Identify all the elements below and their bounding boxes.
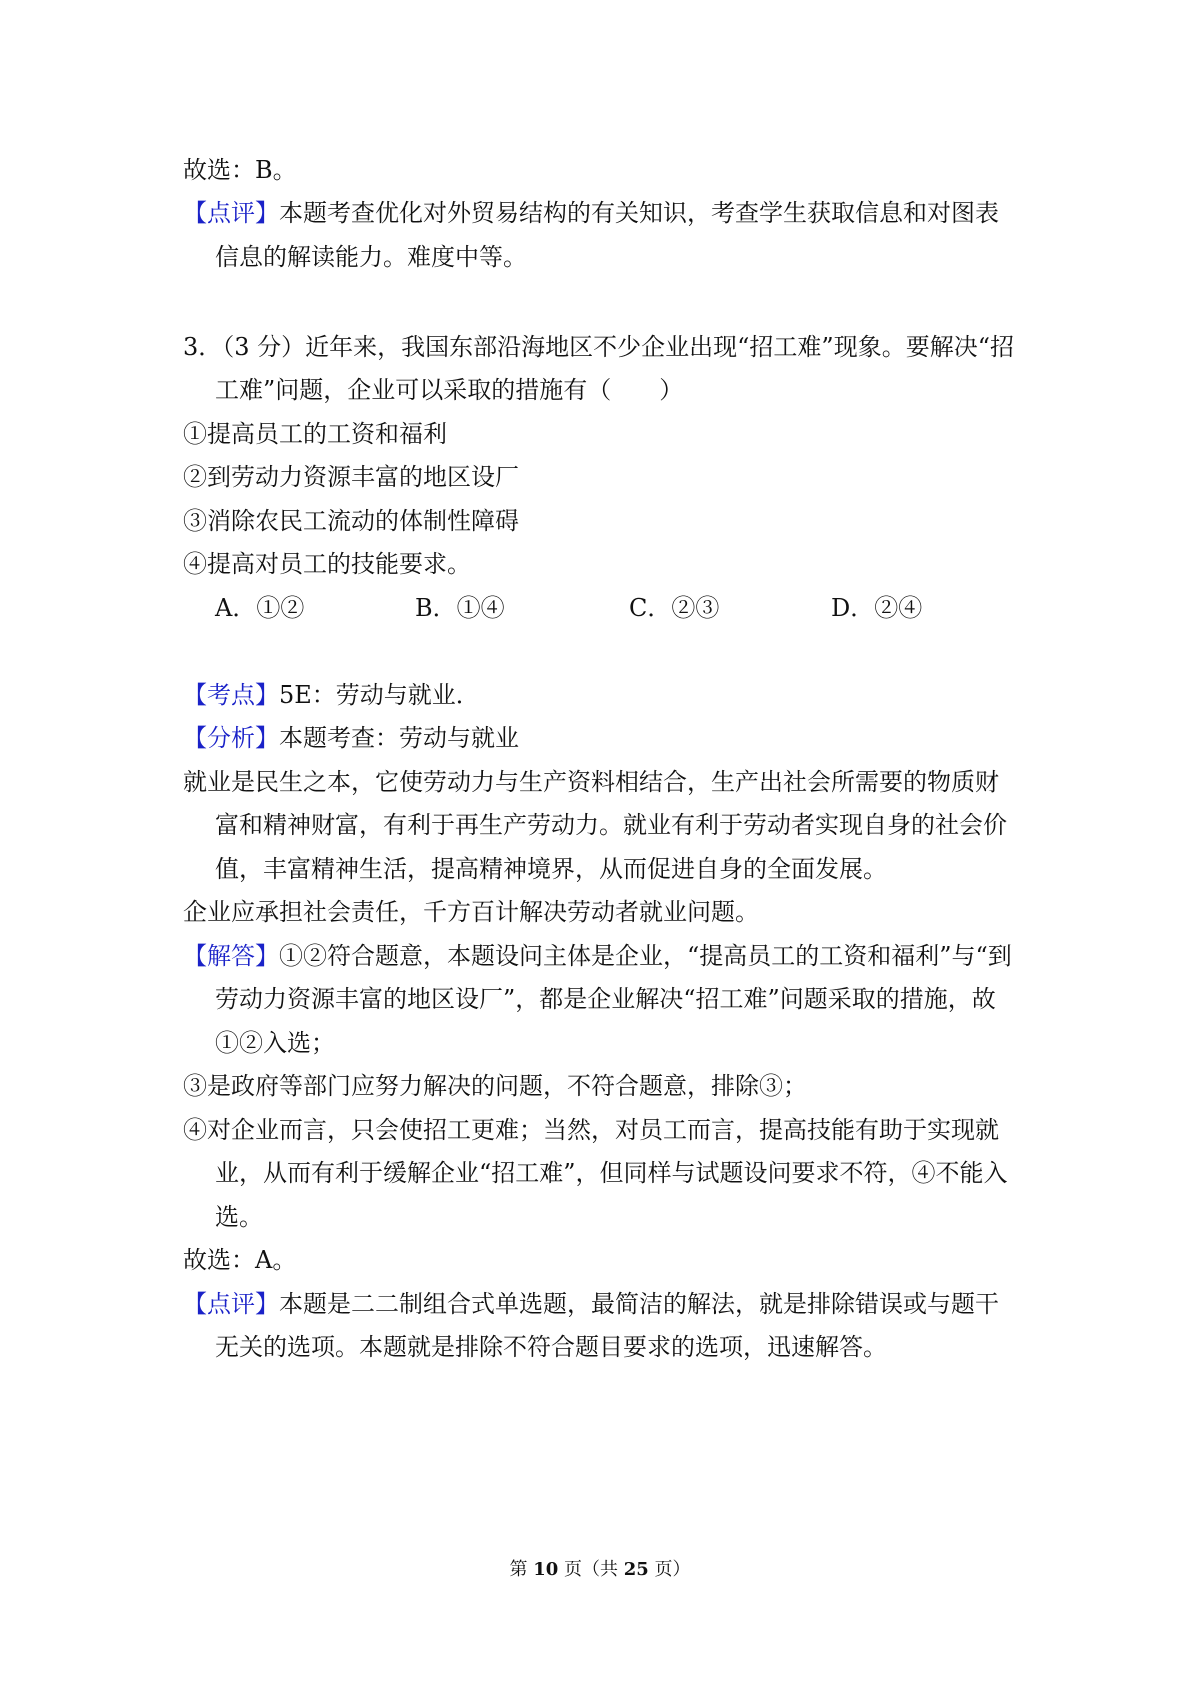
analysis-last: 企业应承担社会责任，千方百计解决劳动者就业问题。 [183, 898, 759, 926]
jieda-cont: ①②入选； [215, 1029, 335, 1057]
statement-1: ①提高员工的工资和福利 [183, 420, 447, 448]
page-total: 25 [623, 1559, 649, 1580]
jieda-text: ①②符合题意，本题设问主体是企业，“提高员工的工资和福利”与“到 [279, 942, 1012, 970]
footer-text: 页（共 [558, 1559, 624, 1580]
analysis-line: 富和精神财富，有利于再生产劳动力。就业有利于劳动者实现自身的社会价 [215, 811, 1007, 839]
review [183, 1280, 1033, 1328]
page-number: 10 [533, 1559, 559, 1580]
kaodian [183, 671, 1033, 719]
statement-4: ④提高对员工的技能要求。 [183, 550, 471, 578]
review-tag: 【点评】 [183, 199, 279, 227]
item-4: ④对企业而言，只会使招工更难；当然，对员工而言，提高技能有助于实现就 [183, 1116, 999, 1144]
prev-conclusion: 故选：B。 [183, 156, 297, 184]
option-d: D．②④ [831, 594, 923, 622]
prev-review-cont: 信息的解读能力。难度中等。 [215, 243, 527, 271]
review-text: 本题考查优化对外贸易结构的有关知识，考查学生获取信息和对图表 [279, 199, 999, 227]
review-text: 本题是二二制组合式单选题，最简洁的解法，就是排除错误或与题干 [279, 1290, 999, 1318]
item-4-cont: 业，从而有利于缓解企业“招工难”，但同样与试题设问要求不符，④不能入 [215, 1159, 1008, 1187]
prev-review [183, 189, 1033, 237]
kaodian-text: 5E：劳动与就业． [279, 681, 480, 709]
analysis-line: 值，丰富精神生活，提高精神境界，从而促进自身的全面发展。 [215, 855, 887, 883]
kaodian-tag: 【考点】 [183, 681, 279, 709]
analysis-line: 就业是民生之本，它使劳动力与生产资料相结合，生产出社会所需要的物质财 [183, 768, 999, 796]
option-b: B．①④ [415, 594, 505, 622]
jieda [183, 932, 1033, 980]
option-a: A．①② [215, 594, 305, 622]
jieda-tag: 【解答】 [183, 942, 279, 970]
question-stem-cont: 工难”问题，企业可以采取的措施有（ ） [215, 376, 684, 404]
page-footer [0, 1555, 1200, 1585]
fenxi [183, 714, 1033, 762]
fenxi-text: 本题考查：劳动与就业 [279, 724, 519, 752]
statement-3: ③消除农民工流动的体制性障碍 [183, 507, 519, 535]
jieda-cont: 劳动力资源丰富的地区设厂”，都是企业解决“招工难”问题采取的措施，故 [215, 985, 996, 1013]
item-4-cont: 选。 [215, 1203, 263, 1231]
review-cont: 无关的选项。本题就是排除不符合题目要求的选项，迅速解答。 [215, 1333, 887, 1361]
option-c: C．②③ [629, 594, 720, 622]
review-tag: 【点评】 [183, 1290, 279, 1318]
item-3: ③是政府等部门应努力解决的问题，不符合题意，排除③； [183, 1072, 807, 1100]
conclusion: 故选：A。 [183, 1246, 297, 1274]
statement-2: ②到劳动力资源丰富的地区设厂 [183, 463, 519, 491]
footer-text: 页） [648, 1559, 691, 1580]
answer-options [183, 584, 1033, 632]
question-stem: 3．（3 分）近年来，我国东部沿海地区不少企业出现“招工难”现象。要解决“招 [183, 333, 1014, 361]
fenxi-tag: 【分析】 [183, 724, 279, 752]
footer-text: 第 [509, 1559, 534, 1580]
